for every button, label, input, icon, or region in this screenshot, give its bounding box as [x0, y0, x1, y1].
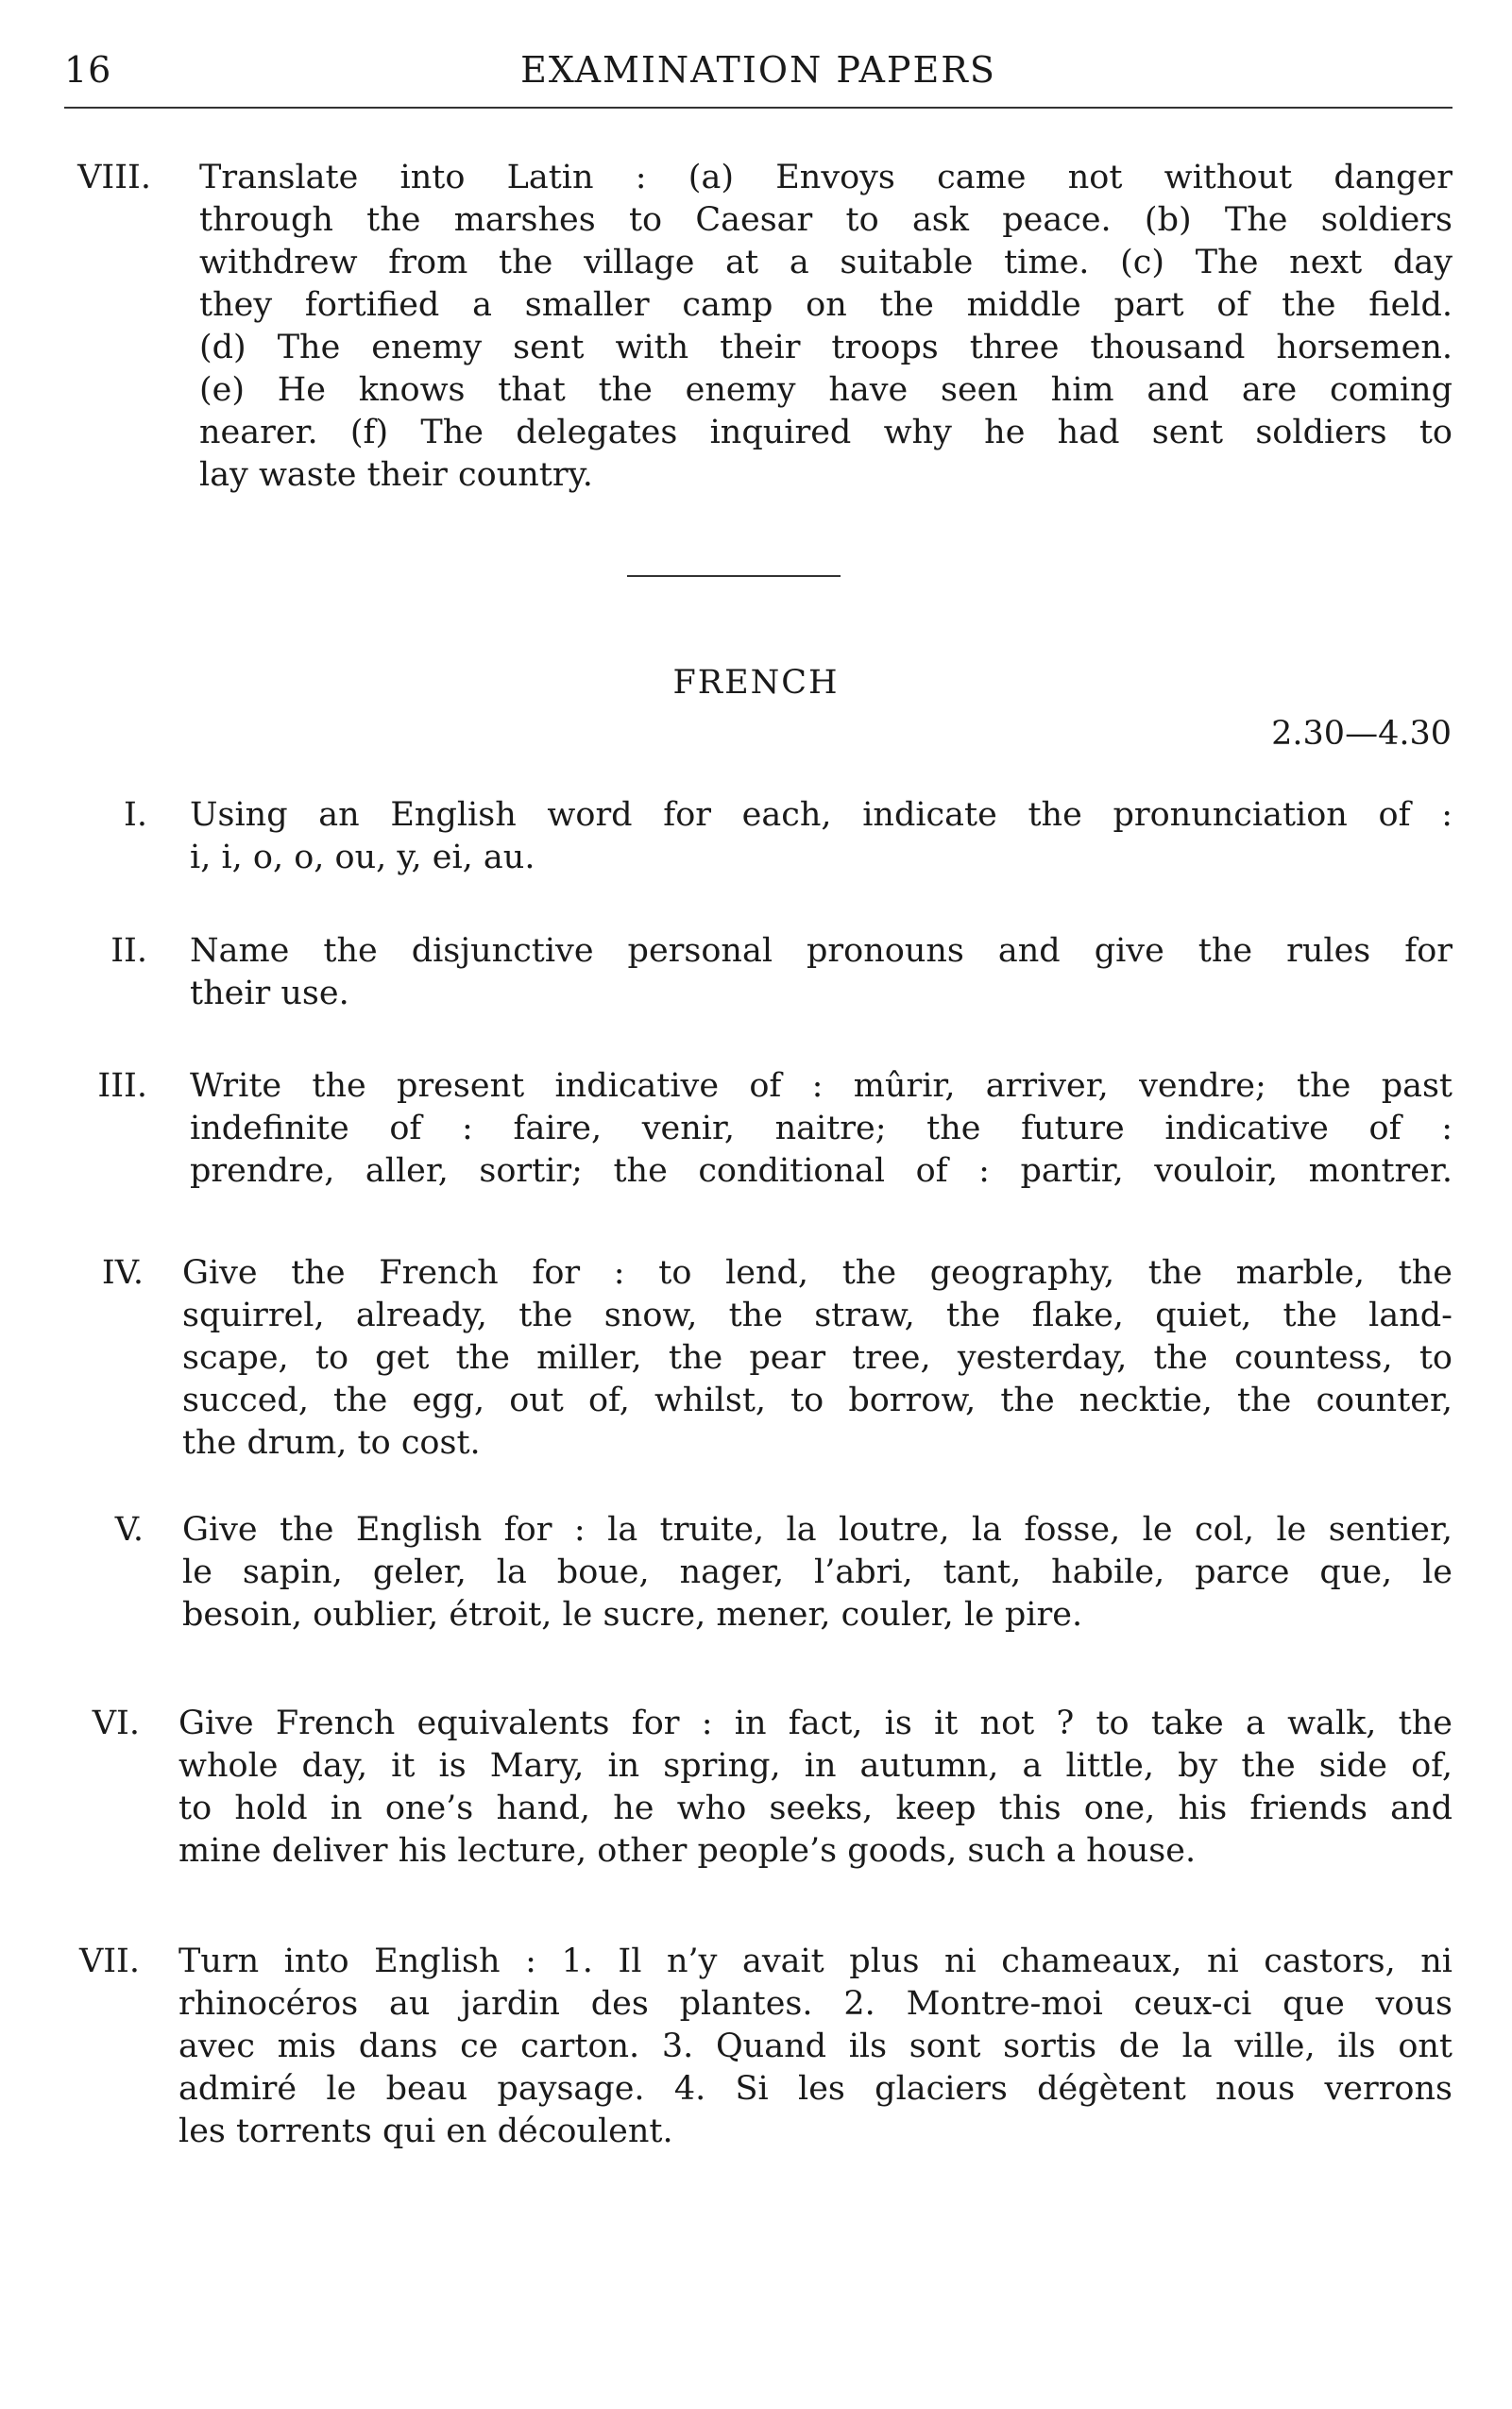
- text-line: rhinocéros au jardin des plantes. 2. Montre-moi ceux-ci que vous: [178, 1985, 1453, 2023]
- text-line: i, i, o, o, ou, y, ei, au.: [190, 839, 535, 876]
- question-number: VI.: [92, 1705, 140, 1742]
- question-text: [190, 930, 1453, 1015]
- text-line: lay waste their country.: [199, 456, 593, 494]
- question-number: VII.: [78, 1942, 140, 1980]
- text-line: Give French equivalents for : in fact, is it not ? to take a walk, the: [178, 1705, 1453, 1742]
- question-text: [182, 1252, 1453, 1465]
- text-line: succed, the egg, out of, whilst, to borrow, the necktie, the counter,: [182, 1382, 1453, 1419]
- text-line: avec mis dans ce carton. 3. Quand ils sont sortis de la ville, ils ont: [178, 2027, 1453, 2065]
- header-rule: [64, 107, 1453, 109]
- question-vi: [64, 1703, 1453, 1877]
- text-line: whole day, it is Mary, in spring, in autumn, a little, by the side of,: [178, 1747, 1453, 1785]
- page-header: [64, 49, 1453, 106]
- text-line: their use.: [190, 975, 349, 1012]
- section-divider: [627, 575, 841, 577]
- text-line: mine deliver his lecture, other people’s goods, such a house.: [178, 1832, 1197, 1870]
- running-title: EXAMINATION PAPERS: [520, 49, 996, 91]
- question-i: [64, 794, 1453, 884]
- page-number: 16: [64, 49, 112, 91]
- section-title: FRENCH: [672, 664, 840, 702]
- text-line: le sapin, geler, la boue, nager, l’abri, tant, habile, parce que, le: [182, 1553, 1453, 1591]
- question-text: [199, 157, 1453, 497]
- text-line: (e) He knows that the enemy have seen him and are coming: [199, 371, 1453, 409]
- text-line: indefinite of : faire, venir, naitre; the future indicative of :: [190, 1110, 1453, 1147]
- question-viii: [64, 157, 1453, 506]
- question-iii: [64, 1065, 1453, 1197]
- question-iv: [64, 1252, 1453, 1469]
- section-time: 2.30—4.30: [1271, 715, 1452, 753]
- text-line: to hold in one’s hand, he who seeks, keep this one, his friends and: [178, 1790, 1453, 1827]
- text-line: the drum, to cost.: [182, 1424, 481, 1462]
- text-line: Write the present indicative of : mûrir, arriver, vendre; the past: [190, 1067, 1453, 1105]
- text-line: prendre, aller, sortir; the conditional of : partir, vouloir, montrer.: [190, 1152, 1453, 1190]
- question-text: [178, 1941, 1453, 2153]
- text-line: Name the disjunctive personal pronouns and give the rules for: [190, 932, 1453, 970]
- question-text: [190, 1065, 1453, 1193]
- question-ii: [64, 930, 1453, 1020]
- question-number: II.: [110, 932, 147, 970]
- text-line: Turn into English : 1. Il n’y avait plus ni chameaux, ni castors, ni: [178, 1942, 1453, 1980]
- text-line: squirrel, already, the snow, the straw, the flake, quiet, the land-: [182, 1297, 1453, 1334]
- question-number: V.: [114, 1511, 144, 1549]
- text-line: through the marshes to Caesar to ask peace. (b) The soldiers: [199, 201, 1453, 239]
- question-text: [190, 794, 1453, 879]
- text-line: besoin, oublier, étroit, le sucre, mener, couler, le pire.: [182, 1596, 1083, 1634]
- text-line: admiré le beau paysage. 4. Si les glaciers dégètent nous verrons: [178, 2070, 1453, 2108]
- text-line: Give the French for : to lend, the geography, the marble, the: [182, 1254, 1453, 1292]
- text-line: Give the English for : la truite, la loutre, la fosse, le col, le sentier,: [182, 1511, 1453, 1549]
- question-number: I.: [124, 796, 147, 834]
- question-text: [182, 1509, 1453, 1637]
- question-vii: [64, 1941, 1453, 2158]
- text-line: (d) The enemy sent with their troops three thousand horsemen.: [199, 329, 1453, 366]
- question-number: VIII.: [77, 159, 151, 196]
- text-line: les torrents qui en découlent.: [178, 2112, 673, 2150]
- question-number: III.: [97, 1067, 147, 1105]
- text-line: nearer. (f) The delegates inquired why he had sent soldiers to: [199, 414, 1453, 451]
- text-line: Using an English word for each, indicate the pronunciation of :: [190, 796, 1453, 834]
- question-v: [64, 1509, 1453, 1641]
- text-line: scape, to get the miller, the pear tree, yesterday, the countess, to: [182, 1339, 1453, 1377]
- text-line: they fortified a smaller camp on the middle part of the field.: [199, 286, 1453, 324]
- text-line: Translate into Latin : (a) Envoys came not without danger: [199, 159, 1453, 196]
- question-text: [178, 1703, 1453, 1873]
- text-line: withdrew from the village at a suitable time. (c) The next day: [199, 244, 1453, 281]
- question-number: IV.: [101, 1254, 144, 1292]
